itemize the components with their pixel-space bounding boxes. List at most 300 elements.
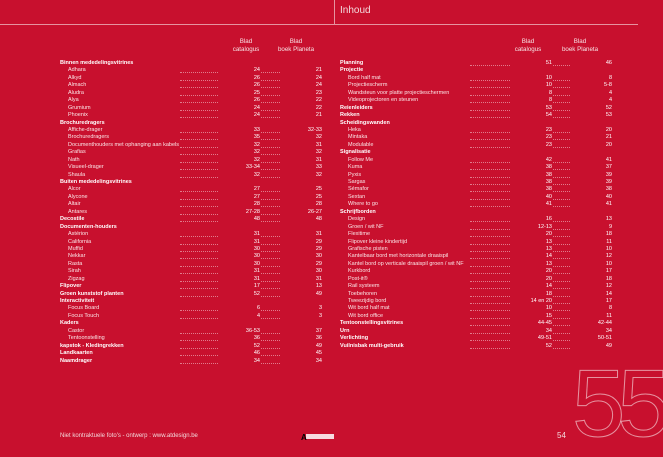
index-item-label: Focus Touch: [68, 312, 100, 319]
index-row: [340, 305, 612, 312]
index-category-label: Flipover: [60, 283, 82, 290]
planeta-page: 13: [280, 283, 322, 290]
index-row: [340, 112, 612, 119]
catalogus-page: 15: [510, 313, 552, 320]
catalogus-page: 41: [510, 201, 552, 208]
catalogus-page: 30: [218, 253, 260, 260]
index-item-label: Visueel-drager: [68, 164, 104, 171]
index-category-label: Documenten-houders: [60, 223, 117, 230]
index-row: [60, 224, 322, 231]
column-headers-left: [60, 38, 322, 60]
index-row: [340, 335, 612, 342]
index-item-label: Focus Board: [68, 305, 100, 312]
catalogus-page: 24: [218, 105, 260, 112]
catalogus-page: 24: [218, 112, 260, 119]
planeta-page: 30: [280, 268, 322, 275]
index-item-label: Post-it®: [348, 275, 368, 282]
index-row: [60, 328, 322, 335]
planeta-page: 28: [280, 201, 322, 208]
planeta-page: 32-33: [280, 127, 322, 134]
index-row: [60, 313, 322, 320]
index-row: [340, 104, 612, 112]
index-category-label: Brochuredragers: [60, 119, 105, 126]
planeta-page: 40: [570, 194, 612, 201]
index-item-label: Sextan: [348, 193, 366, 200]
index-item-label: Heka: [348, 126, 361, 133]
index-item-label: Grafias: [68, 149, 86, 156]
planeta-page: 38: [570, 186, 612, 193]
catalogus-page: 32: [218, 157, 260, 164]
index-row: [60, 75, 322, 82]
index-row: [340, 245, 612, 253]
index-row: [340, 67, 602, 74]
planeta-page: 33: [280, 164, 322, 171]
planeta-page: 37: [570, 164, 612, 171]
page-title: Inhoud: [340, 5, 371, 16]
index-row: [60, 149, 322, 156]
catalogus-page: 35: [218, 134, 260, 141]
index-row: [60, 298, 322, 305]
catalogus-page: 38: [510, 186, 552, 193]
index-category-label: Schrijfborden: [340, 208, 376, 215]
index-row: [60, 67, 322, 74]
planeta-page: 5-8: [570, 82, 612, 89]
catalogus-page: 33-34: [218, 164, 260, 171]
catalogus-page: 54: [510, 112, 552, 119]
planeta-page: 21: [280, 67, 322, 74]
header-divider: [334, 0, 335, 24]
index-item-label: Kurkbord: [348, 268, 371, 275]
catalogus-page: 8: [510, 90, 552, 97]
planeta-page: 31: [280, 276, 322, 283]
catalogus-page: 32: [218, 149, 260, 156]
planeta-page: 42-44: [570, 320, 612, 327]
planeta-page: 48: [280, 216, 322, 223]
planeta-page: 32: [280, 172, 322, 179]
brand-logo-icon: [300, 431, 340, 441]
index-row: [340, 89, 612, 97]
index-item-label: Affiche-drager: [68, 126, 103, 133]
planeta-page: 4: [570, 90, 612, 97]
index-category-label: Vuilnisbak multi-gebruik: [340, 342, 404, 349]
index-item-label: Groen / wit NF: [348, 223, 384, 230]
index-row: [60, 358, 322, 365]
index-item-label: Wit bord office: [348, 312, 384, 319]
planeta-page: 12: [570, 253, 612, 260]
planeta-page: 52: [570, 105, 612, 112]
planeta-page: 25: [280, 194, 322, 201]
catalogus-page: 4: [218, 313, 260, 320]
index-category-label: Verlichting: [340, 335, 369, 342]
index-item-label: Documenthouders met ophanging aan kabels: [68, 141, 179, 148]
index-item-label: California: [68, 238, 92, 245]
index-category-label: Interactiviteit: [60, 298, 95, 304]
planeta-page: 9: [570, 224, 612, 231]
index-item-label: Design: [348, 216, 366, 223]
index-row: [60, 194, 322, 201]
planeta-page: 31: [280, 157, 322, 164]
index-row: [340, 141, 612, 149]
catalogus-page: 12-13: [510, 224, 552, 231]
planeta-page: 37: [280, 328, 322, 335]
catalogus-page: 13: [510, 246, 552, 253]
index-row: [60, 261, 322, 268]
catalogus-page: 28: [218, 201, 260, 208]
planeta-page: 49: [570, 343, 612, 350]
index-row: [60, 239, 322, 246]
index-item-label: Bord half mat: [348, 74, 381, 81]
index-row: [60, 283, 322, 290]
index-row: [60, 216, 322, 223]
catalogus-page: 26: [218, 97, 260, 104]
planeta-page: 24: [280, 75, 322, 82]
index-row: [340, 74, 612, 82]
index-item-label: Alkyd: [68, 74, 82, 81]
planeta-page: 25: [280, 186, 322, 193]
catalogus-page: 20: [510, 268, 552, 275]
index-category-label: Binnen mededelingsvitrines: [60, 60, 134, 66]
catalogus-page: 14 en 20: [510, 298, 552, 305]
index-category-label: Decostile: [60, 216, 85, 223]
index-category-label: Urn: [340, 327, 350, 334]
index-row: [340, 82, 612, 89]
catalogus-page: 10: [510, 75, 552, 82]
catalogus-page: 34: [218, 358, 260, 365]
planeta-page: 10: [570, 246, 612, 253]
planeta-page: 50-51: [570, 335, 612, 342]
catalogus-page: 40: [510, 194, 552, 201]
catalogus-page: 32: [218, 142, 260, 149]
index-item-label: Grumium: [68, 104, 91, 111]
index-row: [60, 97, 322, 104]
index-category-label: Tentoonstellingsvitrines: [340, 320, 404, 327]
index-row: [340, 201, 612, 208]
index-row: [340, 283, 612, 290]
planeta-page: 30: [280, 253, 322, 260]
index-category-label: Kaders: [60, 320, 79, 327]
index-item-label: Grafische pisten: [348, 245, 388, 252]
index-item-label: Aludra: [68, 89, 84, 96]
index-item-label: Flipover kleine kindertijd: [348, 238, 407, 245]
catalogus-page: 49-51: [510, 335, 552, 342]
planeta-page: 12: [570, 283, 612, 290]
index-row: [340, 149, 602, 156]
index-row: [340, 120, 602, 127]
index-row: [340, 193, 612, 201]
planeta-page: 31: [280, 231, 322, 238]
index-item-label: Kantelbaar bord met horizontale draaispil: [348, 253, 449, 260]
index-row: [340, 156, 612, 164]
index-item-label: Kantel bord op verticale draaispil groen / wit NF: [348, 260, 464, 267]
index-item-label: Nekkar: [68, 253, 86, 260]
catalogus-page: 31: [218, 276, 260, 283]
index-row: [340, 126, 612, 134]
index-row: [60, 120, 322, 127]
index-row: [340, 260, 612, 268]
index-item-label: Sirah: [68, 268, 81, 275]
index-item-label: Brochuredragers: [68, 134, 109, 141]
index-row: [340, 209, 602, 216]
planeta-page: 29: [280, 261, 322, 268]
catalogus-page: 27-28: [218, 209, 260, 216]
index-item-label: Projectiescherm: [348, 82, 388, 89]
index-row: [340, 171, 612, 179]
index-row: [340, 320, 612, 327]
catalogus-page: 30: [218, 261, 260, 268]
index-item-label: Tweezijdig bord: [348, 298, 387, 304]
planeta-page: 29: [280, 246, 322, 253]
index-row: [60, 90, 322, 97]
catalogus-page: 38: [510, 164, 552, 171]
index-row: [60, 305, 322, 312]
planeta-page: 17: [570, 298, 612, 305]
index-row: [340, 268, 612, 275]
planeta-page: 23: [280, 90, 322, 97]
index-item-label: Flexitime: [348, 231, 371, 238]
index-row: [60, 209, 322, 216]
catalogus-page: 36: [218, 335, 260, 342]
index-category-label: Groen kunststof planten: [60, 290, 124, 297]
catalogus-page: 32: [218, 172, 260, 179]
index-row: [340, 179, 612, 186]
catalogus-page: 16: [510, 216, 552, 223]
index-row: [340, 223, 612, 231]
index-category-label: Rekken: [340, 112, 360, 119]
planeta-page: 18: [570, 231, 612, 238]
catalogus-page: 13: [510, 261, 552, 268]
column-headers-right: [340, 38, 602, 60]
index-item-label: Rail systeem: [348, 283, 380, 290]
planeta-page: 17: [570, 268, 612, 275]
catalogus-page: 44-45: [510, 320, 552, 327]
catalogus-page: 20: [510, 276, 552, 283]
index-row: [340, 216, 612, 223]
planeta-page: 22: [280, 105, 322, 112]
index-item-label: Muffid: [68, 245, 83, 252]
index-row: [60, 179, 322, 186]
catalogus-page: 17: [218, 283, 260, 290]
index-item-label: Follow Me: [348, 156, 374, 163]
catalogus-page: 13: [510, 239, 552, 246]
catalogus-page: 23: [510, 134, 552, 141]
index-row: [340, 312, 612, 320]
catalogus-page: 38: [510, 172, 552, 179]
index-row: [60, 127, 322, 134]
planeta-page: 14: [570, 291, 612, 298]
catalogus-page: 6: [218, 305, 260, 312]
planeta-page: 32: [280, 134, 322, 141]
index-item-label: Pyxis: [348, 171, 362, 178]
index-row: [340, 342, 612, 350]
catalogus-page: 24: [218, 67, 260, 74]
index-item-label: Alya: [68, 97, 79, 104]
index-row: [60, 82, 322, 89]
index-category-label: Landkaarten: [60, 350, 93, 357]
index-item-label: Toebehoren: [348, 290, 378, 297]
svg-text:A: A: [301, 433, 307, 442]
index-row: [60, 201, 322, 208]
catalogus-page: 48: [218, 216, 260, 223]
planeta-page: 53: [570, 112, 612, 119]
catalogus-page: 51: [510, 60, 552, 67]
index-row: [60, 60, 322, 67]
catalogus-page: 34: [510, 328, 552, 335]
index-row: [60, 335, 322, 342]
planeta-page: 41: [570, 201, 612, 208]
index-item-label: Phoenix: [68, 112, 88, 119]
planeta-page: 8: [570, 305, 612, 312]
index-item-label: Sémafor: [348, 186, 369, 193]
index-item-label: Alycone: [68, 193, 88, 200]
header-planeta-text: Blad boek Planeta: [561, 38, 599, 53]
footer-credit: Niet kontraktuele foto's - ontwerp : www.atdesign.be: [60, 433, 198, 439]
index-item-label: Mintaka: [348, 134, 368, 141]
planeta-page: 3: [280, 313, 322, 320]
planeta-page: 29: [280, 239, 322, 246]
index-category-label: kapstok - Kledingrekken: [60, 342, 124, 349]
planeta-page: 20: [570, 142, 612, 149]
planeta-page: 32: [280, 149, 322, 156]
index-list-right: [340, 60, 612, 350]
catalogus-page: 23: [510, 142, 552, 149]
planeta-page: 39: [570, 179, 612, 186]
planeta-page: 36: [280, 335, 322, 342]
index-row: [60, 186, 322, 193]
index-row: [340, 186, 612, 193]
index-row: [60, 105, 322, 112]
index-category-label: Projectie: [340, 67, 364, 74]
catalogus-page: 38: [510, 179, 552, 186]
catalogus-page: 33: [218, 127, 260, 134]
planeta-page: 49: [280, 343, 322, 350]
index-item-label: Rasta: [68, 260, 83, 267]
planeta-page: 3: [280, 305, 322, 312]
planeta-page: 41: [570, 157, 612, 164]
catalogus-page: 14: [510, 283, 552, 290]
index-row: [340, 164, 612, 171]
catalogus-page: 20: [510, 231, 552, 238]
planeta-page: 22: [280, 97, 322, 104]
index-column-left: [60, 38, 322, 365]
index-row: [60, 112, 322, 119]
index-item-label: Wandsteun voor platte projectieschermen: [348, 89, 450, 96]
catalogus-page: 31: [218, 239, 260, 246]
index-row: [60, 268, 322, 275]
index-row: [340, 238, 612, 246]
index-category-label: Planning: [340, 60, 364, 66]
catalogus-page: 25: [218, 90, 260, 97]
index-item-label: Tentoonstelling: [68, 335, 105, 342]
planeta-page: 46: [570, 60, 612, 67]
index-row: [60, 134, 322, 141]
header-planeta: [550, 38, 610, 54]
index-item-label: Wit bord half mat: [348, 305, 390, 312]
index-category-label: Scheidingswanden: [340, 119, 390, 126]
planeta-page: 34: [280, 358, 322, 365]
index-column-right: [340, 38, 612, 350]
index-item-label: Alcor: [68, 186, 81, 193]
index-row: [340, 298, 612, 305]
catalogus-page: 52: [218, 343, 260, 350]
index-row: [340, 97, 612, 104]
index-row: [60, 276, 322, 283]
header-catalogus: [498, 38, 558, 54]
page-number: 54: [557, 431, 566, 440]
index-category-label: Signalisatie: [340, 149, 371, 156]
index-row: [340, 231, 612, 238]
planeta-page: 21: [280, 112, 322, 119]
catalogus-page: 27: [218, 186, 260, 193]
header-planeta-text: Blad boek Planeta: [277, 38, 315, 53]
planeta-page: 39: [570, 172, 612, 179]
index-item-label: Where to go: [348, 201, 378, 208]
header-catalogus-text: Blad catalogus: [514, 38, 542, 53]
planeta-page: 10: [570, 261, 612, 268]
index-row: [60, 231, 322, 238]
planeta-page: 26-27: [280, 209, 322, 216]
planeta-page: 31: [280, 142, 322, 149]
catalogus-page: 30: [218, 246, 260, 253]
catalogus-page: 52: [510, 343, 552, 350]
index-row: [340, 275, 612, 283]
index-item-label: Almach: [68, 82, 87, 89]
index-row: [340, 60, 612, 67]
index-row: [60, 246, 322, 253]
catalogus-page: 31: [218, 231, 260, 238]
index-item-label: Shaula: [68, 171, 86, 178]
catalogus-page: 46: [218, 350, 260, 357]
top-bar: [0, 0, 638, 25]
catalogus-page: 10: [510, 82, 552, 89]
index-item-label: Adhara: [68, 67, 86, 74]
index-item-label: Nath: [68, 156, 80, 163]
index-item-label: Kuma: [348, 164, 363, 171]
index-item-label: Videoprojectoren en steunen: [348, 97, 419, 104]
index-item-label: Altair: [68, 201, 81, 208]
index-category-label: Reienleiders: [340, 104, 373, 111]
index-row: [340, 290, 612, 298]
planeta-page: 18: [570, 276, 612, 283]
catalogus-page: 10: [510, 305, 552, 312]
planeta-page: 8: [570, 75, 612, 82]
index-row: [60, 253, 322, 260]
catalogus-page: 52: [218, 291, 260, 298]
planeta-page: 20: [570, 127, 612, 134]
index-row: [60, 350, 322, 357]
catalogus-page: 36-53: [218, 328, 260, 335]
index-row: [60, 291, 322, 298]
planeta-page: 11: [570, 313, 612, 320]
header-catalogus-text: Blad catalogus: [232, 38, 260, 53]
index-row: [60, 142, 322, 149]
index-row: [60, 320, 322, 327]
index-row: [340, 253, 612, 260]
header-planeta: [266, 38, 326, 54]
big-page-number: 55: [572, 350, 663, 457]
planeta-page: 21: [570, 134, 612, 141]
catalogus-page: 31: [218, 268, 260, 275]
index-item-label: Antares: [68, 208, 87, 215]
catalogus-page: 27: [218, 194, 260, 201]
catalogus-page: 23: [510, 127, 552, 134]
index-item-label: Zigzag: [68, 275, 85, 282]
index-row: [60, 164, 322, 171]
catalogus-page: 14: [510, 253, 552, 260]
catalogus-page: 26: [218, 75, 260, 82]
index-row: [340, 134, 612, 141]
planeta-page: 24: [280, 82, 322, 89]
index-item-label: Astérion: [68, 231, 89, 238]
